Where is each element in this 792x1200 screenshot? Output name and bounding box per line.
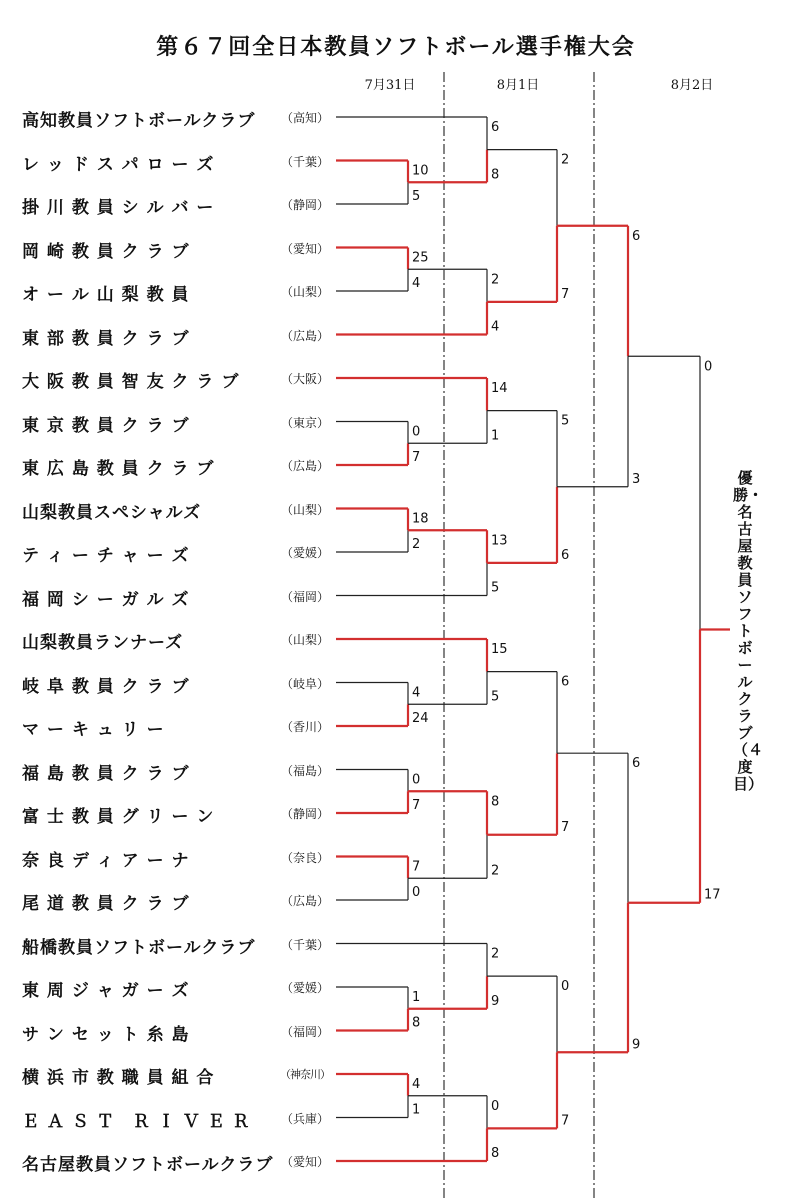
match-score: 0 bbox=[491, 1098, 500, 1114]
team-prefecture: （千葉） bbox=[280, 937, 329, 952]
team-name: 掛 川 教 員 シ ル バ ー bbox=[22, 198, 215, 218]
match-score: 2 bbox=[561, 152, 570, 168]
team-prefecture: （愛知） bbox=[280, 241, 329, 256]
team-name: 東 広 島 教 員 ク ラ ブ bbox=[22, 459, 215, 479]
team-name: 大 阪 教 員 智 友 ク ラ ブ bbox=[22, 372, 240, 392]
team-prefecture: （大阪） bbox=[280, 372, 329, 386]
match-score: 8 bbox=[491, 794, 500, 810]
team-name: レ ッ ド ス パ ロ ー ズ bbox=[22, 154, 215, 175]
match-score: 7 bbox=[561, 1113, 570, 1129]
match-score: 5 bbox=[561, 413, 570, 429]
match-score: 5 bbox=[412, 189, 421, 204]
match-score: 2 bbox=[412, 537, 421, 552]
team-prefecture: （山梨） bbox=[280, 633, 329, 647]
team-prefecture: （東京） bbox=[280, 415, 329, 430]
match-score: 5 bbox=[491, 689, 500, 705]
day-label-aug2: 8月2日 bbox=[670, 78, 714, 93]
match-score: 0 bbox=[561, 979, 570, 995]
match-score: 6 bbox=[561, 674, 570, 690]
team-prefecture: （香川） bbox=[280, 720, 329, 734]
team-prefecture: （愛媛） bbox=[280, 546, 329, 560]
team-name: Ｅ Ａ Ｓ Ｔ Ｒ Ｉ Ｖ Ｅ Ｒ bbox=[22, 1111, 251, 1132]
team-prefecture: （福島） bbox=[280, 763, 329, 778]
team-name: 山梨教員スペシャルズ bbox=[22, 502, 202, 523]
match-score: 24 bbox=[412, 711, 429, 726]
team-prefecture: （奈良） bbox=[280, 850, 329, 865]
team-prefecture: （広島） bbox=[280, 459, 329, 473]
match-score: 5 bbox=[491, 580, 500, 596]
team-name: 東 部 教 員 ク ラ ブ bbox=[22, 328, 190, 349]
match-score: 2 bbox=[491, 272, 500, 288]
match-score: 9 bbox=[632, 1037, 641, 1053]
match-score: 0 bbox=[412, 772, 421, 788]
match-score: 17 bbox=[704, 887, 721, 903]
team-prefecture: （広島） bbox=[280, 894, 329, 908]
team-name: 東 京 教 員 ク ラ ブ bbox=[22, 415, 190, 436]
match-score: 8 bbox=[491, 1146, 500, 1161]
team-name: 名古屋教員ソフトボールクラブ bbox=[22, 1155, 274, 1175]
match-score: 1 bbox=[491, 428, 500, 444]
match-score: 18 bbox=[412, 511, 429, 527]
team-prefecture: （山梨） bbox=[280, 502, 329, 517]
team-name: 富 士 教 員 グ リ ー ン bbox=[22, 807, 215, 827]
match-score: 7 bbox=[561, 286, 570, 302]
match-score: 6 bbox=[632, 756, 641, 772]
match-score: 10 bbox=[412, 163, 429, 179]
match-score: 4 bbox=[491, 319, 500, 335]
champion-label: 優勝・名古屋教員ソフトボールクラブ（４度目） bbox=[733, 469, 764, 793]
match-score: 6 bbox=[561, 547, 570, 563]
match-score: 2 bbox=[491, 863, 500, 879]
team-name: 東 周 ジ ャ ガ ー ズ bbox=[22, 981, 190, 1001]
match-score: 1 bbox=[412, 990, 421, 1005]
team-name: 山梨教員ランナーズ bbox=[22, 633, 184, 653]
match-score: 1 bbox=[412, 1102, 421, 1118]
team-prefecture: （兵庫） bbox=[280, 1111, 329, 1126]
team-prefecture: （千葉） bbox=[280, 154, 329, 169]
match-score: 3 bbox=[632, 471, 641, 487]
team-prefecture: （山梨） bbox=[280, 285, 329, 299]
match-score: 0 bbox=[412, 885, 421, 900]
team-prefecture: （静岡） bbox=[280, 198, 329, 212]
match-score: 7 bbox=[561, 819, 570, 835]
team-prefecture: （神奈川） bbox=[280, 1068, 330, 1081]
match-score: 0 bbox=[704, 359, 713, 375]
team-name: 横 浜 市 教 職 員 組 合 bbox=[22, 1068, 215, 1088]
page-title: 第６７回全日本教員ソフトボール選手権大会 bbox=[156, 34, 636, 60]
team-name: 船橋教員ソフトボールクラブ bbox=[22, 937, 256, 958]
match-score: 6 bbox=[491, 120, 500, 135]
team-name: 福 岡 シ ー ガ ル ズ bbox=[22, 589, 190, 610]
team-prefecture: （広島） bbox=[280, 328, 329, 343]
match-score: 6 bbox=[632, 228, 641, 244]
match-score: 4 bbox=[412, 685, 421, 701]
match-score: 7 bbox=[412, 798, 421, 813]
team-name: マ ー キ ュ リ ー bbox=[22, 720, 165, 740]
team-name: サ ン セ ッ ト 糸 島 bbox=[22, 1024, 190, 1045]
day-label-aug1: 8月1日 bbox=[496, 78, 540, 93]
team-name: テ ィ ー チ ャ ー ズ bbox=[22, 546, 190, 566]
match-score: 9 bbox=[491, 993, 500, 1009]
match-score: 0 bbox=[412, 424, 421, 440]
match-score: 7 bbox=[412, 859, 421, 875]
team-prefecture: （福岡） bbox=[280, 589, 329, 604]
team-prefecture: （岐阜） bbox=[280, 676, 329, 691]
match-score: 15 bbox=[491, 642, 508, 657]
team-name: 岡 崎 教 員 ク ラ ブ bbox=[22, 241, 190, 262]
match-score: 8 bbox=[412, 1015, 421, 1031]
team-prefecture: （愛媛） bbox=[280, 981, 329, 995]
day-label-jul31: 7月31日 bbox=[364, 78, 416, 93]
match-score: 2 bbox=[491, 946, 500, 962]
team-prefecture: （福岡） bbox=[280, 1024, 329, 1039]
match-score: 8 bbox=[491, 167, 500, 183]
match-score: 4 bbox=[412, 276, 421, 291]
match-score: 13 bbox=[491, 533, 508, 549]
team-name: 福 島 教 員 ク ラ ブ bbox=[22, 763, 190, 784]
team-prefecture: （静岡） bbox=[280, 807, 329, 821]
team-name: オ ー ル 山 梨 教 員 bbox=[22, 285, 190, 305]
team-prefecture: （愛知） bbox=[280, 1155, 329, 1169]
team-name: 奈 良 デ ィ ア ー ナ bbox=[22, 850, 190, 871]
match-score: 7 bbox=[412, 450, 421, 465]
team-name: 尾 道 教 員 ク ラ ブ bbox=[22, 894, 190, 914]
match-score: 25 bbox=[412, 250, 429, 266]
match-score: 14 bbox=[491, 381, 508, 396]
match-score: 4 bbox=[412, 1077, 421, 1092]
team-name: 高知教員ソフトボールクラブ bbox=[22, 111, 256, 131]
team-name: 岐 阜 教 員 ク ラ ブ bbox=[22, 676, 190, 697]
team-prefecture: （高知） bbox=[280, 111, 329, 125]
